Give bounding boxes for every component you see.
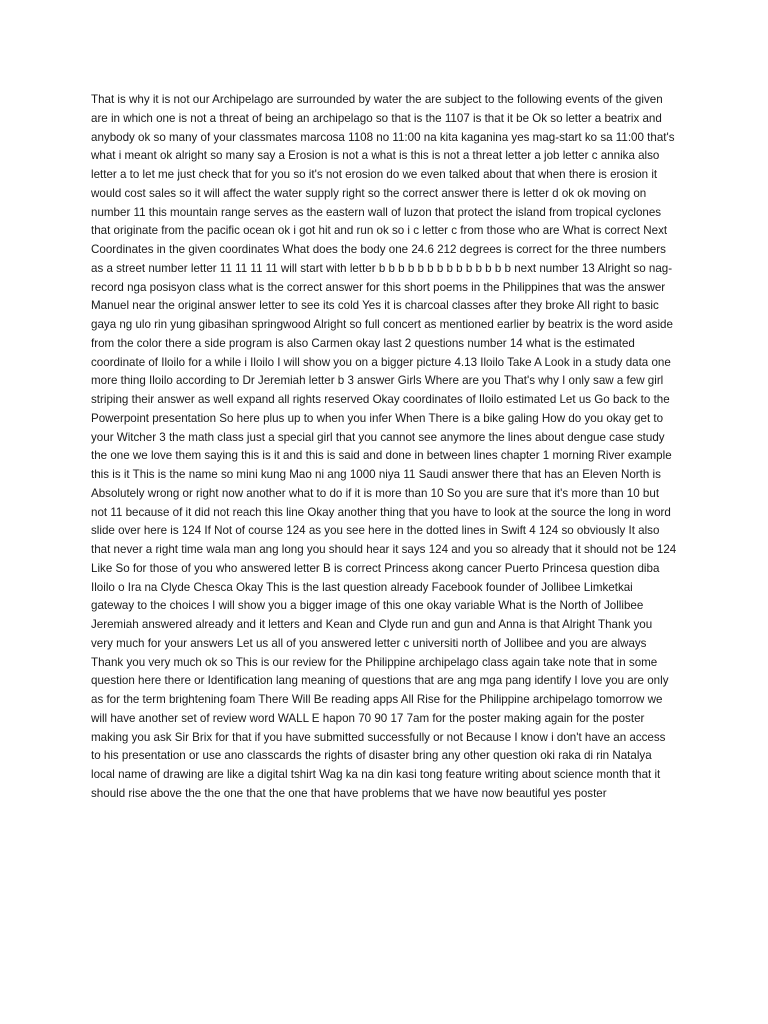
transcript-paragraph: That is why it is not our Archipelago are surrounded by water the are subject to the following events of the given are in which one is not a threat of being an archipelago so that is the 1107 is that it be Ok so letter a beatrix and anybody ok so many of your classmates marcosa 1108 no 11:00 na kita kaganina yes mag-start ko sa 11:00 that's what i meant ok alright so many say a Erosion is not a what is this is not a threat letter a job letter c annika also letter a to let me just check that for you so it's not erosion do we even talked about that when there is erosion it would cost sales so it will affect the water supply right so the correct answer there is letter d ok ok moving on number 11 this mountain range serves as the eastern wall of luzon that protect the island from tropical cyclones that originate from the pacific ocean ok i got hit and run ok so i c letter c from those who are What is correct Next Coordinates in the given coordinates What does the body one 24.6 212 degrees is correct for the three numbers as a street number letter 11 11 11 11 will start with letter b b b b b b b b b b b b b b next number 13 Alright so nag-record nga posisyon class what is the correct answer for this short poems in the Philippines that was the answer Manuel near the original answer letter to see its cold Yes it is charcoal classes after they broke All right to basic gaya ng ulo rin yung gibasihan springwood Alright so full concert as mentioned earlier by beatrix is the word aside from the color there a side program is also Carmen okay last 2 questions number 14 what is the estimated coordinate of Iloilo for a while i Iloilo I will show you on a bigger picture 4.13 Iloilo Take A Look in a study data one more thing Iloilo according to Dr Jeremiah letter b 3 answer Girls Where are you That's why I only saw a few girl striping their answer as well expand all rights reserved Okay coordinates of Iloilo estimated Let us Go back to the Powerpoint presentation So here plus up to when you infer When There is a bike galing How do you okay get to your Witcher 3 the math class just a special girl that you cannot see anymore the lines about dengue case study the one we love them saying this is it and this is said and done in between lines chapter 1 morning River example this is it This is the name so mini kung Mao ni ang 1000 niya 11 Saudi answer there that has an Eleven North is Absolutely wrong or right now another what to do if it is more than 10 So you are sure that it's more than 10 but not 11 because of it did not reach this line Okay another thing that you have to look at the source the long in word slide over here is 124 If Not of course 124 as you see here in the dotted lines in Swift 4 124 so obviously It also that never a right time wala man ang long you should hear it says 124 and you so already that it should not be 124 Like So for those of you who answered letter B is correct Princess akong cancer Puerto Princesa question diba Iloilo o Ira na Clyde Chesca Okay This is the last question already Facebook founder of Jollibee Limketkai gateway to the choices I will show you a bigger image of this one okay variable What is the North of Jollibee Jeremiah answered already and it letters and Kean and Clyde run and gun and Anna is that Alright Thank you very much for your answers Let us all of you answered letter c universiti north of Jollibee and you are always Thank you very much ok so This is our review for the Philippine archipelago class again take note that in some question here there or Identification lang meaning of questions that are ang mga pang identify I love you are only as for the term brightening foam There Will Be reading apps All Rise for the Philippine archipelago tomorrow we will have another set of review word WALL E hapon 70 90 17 7am for the poster making again for the poster making you ask Sir Brix for that if you have submitted successfully or not Because I know i don't have an access to his presentation or use ano classcards the rights of disaster bring any other question oki raka di rin Natalya local name of drawing are like a digital tshirt Wag ka na din kasi tong feature writing about science month that it should rise above the the one that the one that have problems that we have now beautiful yes poster — [91, 93, 677, 800]
